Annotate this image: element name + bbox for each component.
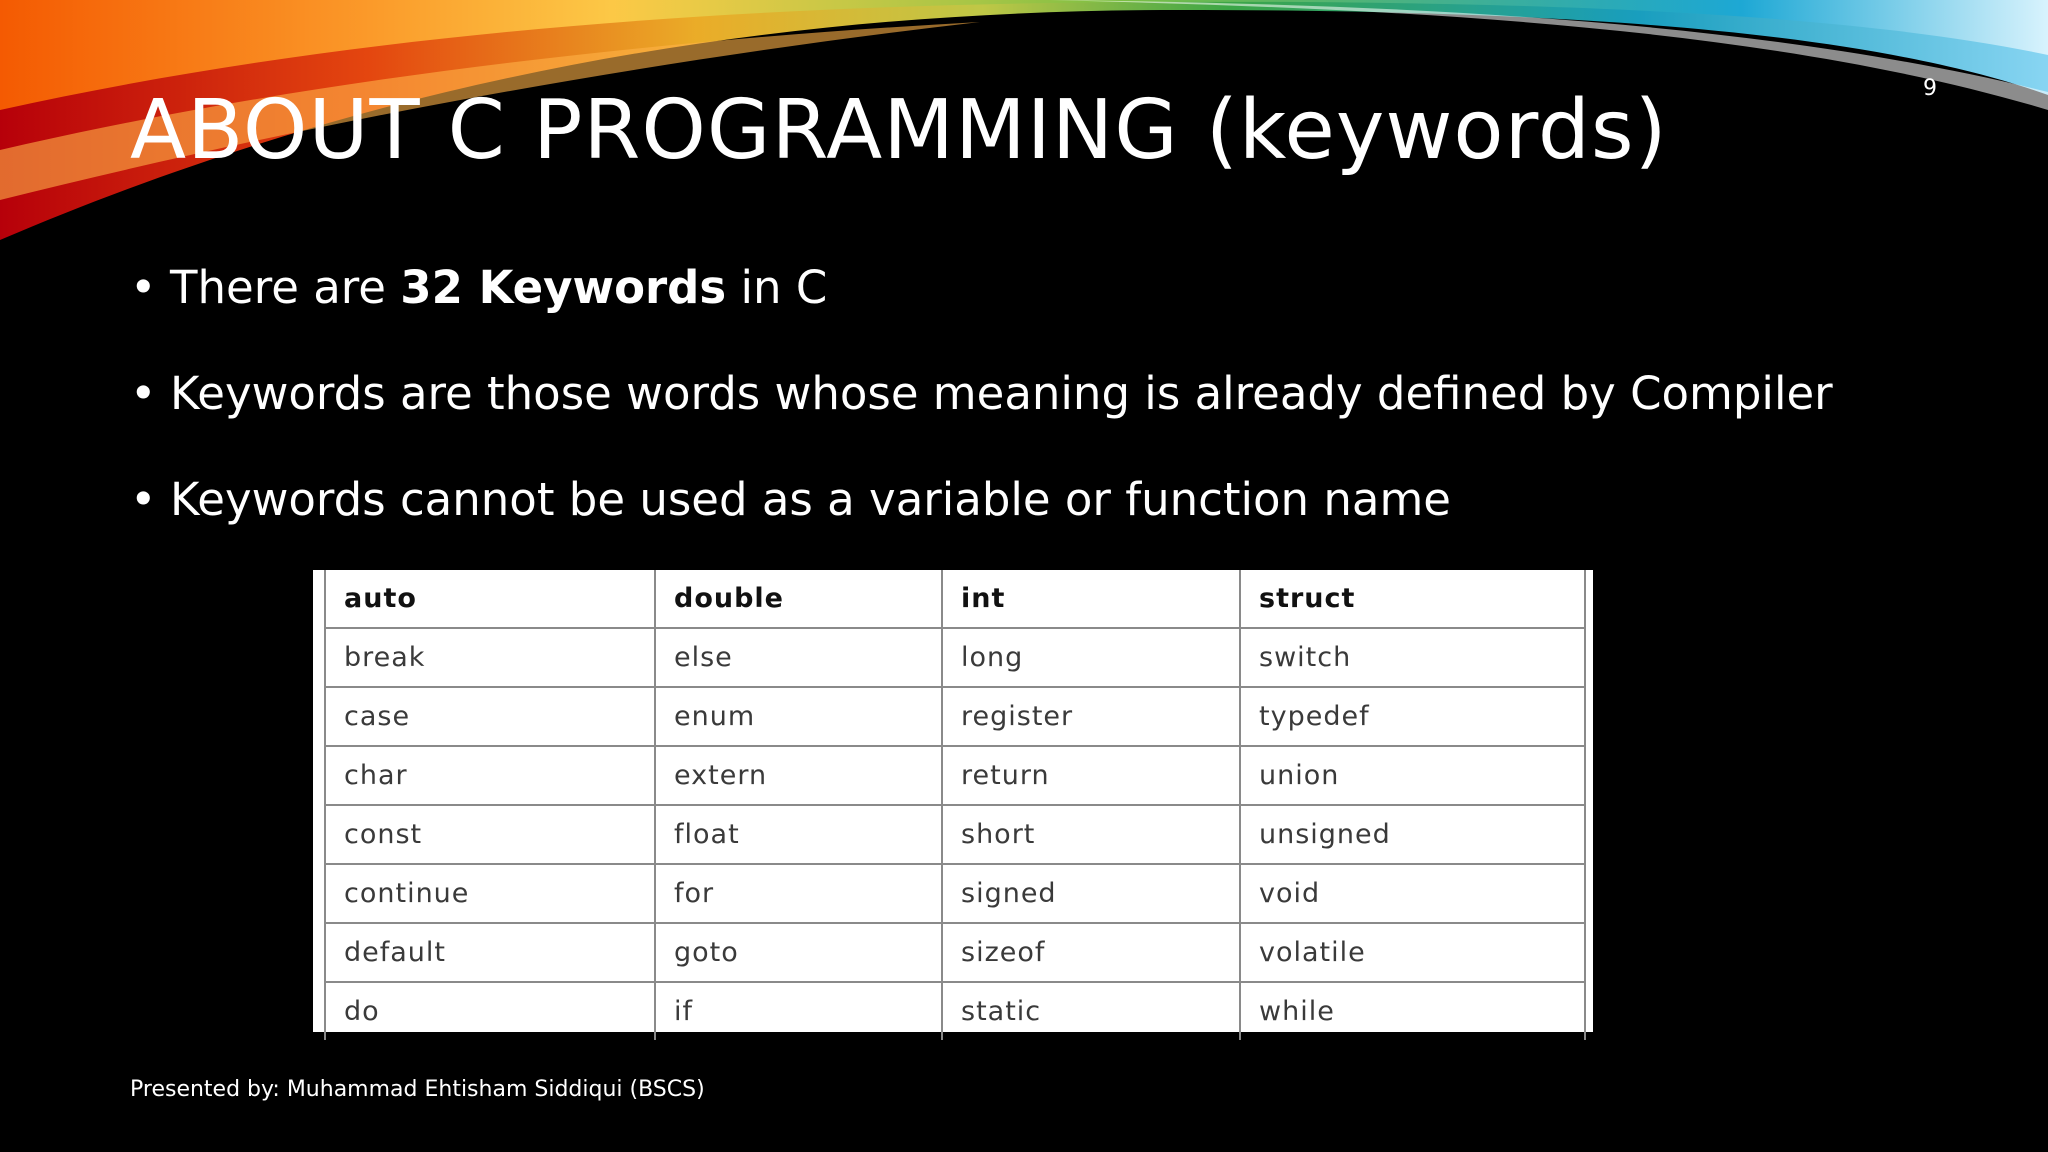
table-cell: void bbox=[1240, 864, 1585, 923]
table-cell: do bbox=[325, 982, 655, 1040]
table-row bbox=[325, 982, 1585, 1040]
table-row bbox=[325, 746, 1585, 805]
table-cell: case bbox=[325, 687, 655, 746]
table-row bbox=[325, 628, 1585, 687]
keyword-table bbox=[324, 570, 1586, 1040]
table-row bbox=[325, 864, 1585, 923]
table-cell: signed bbox=[942, 864, 1240, 923]
table-cell: break bbox=[325, 628, 655, 687]
table-header-cell: int bbox=[942, 570, 1240, 628]
table-header-cell: double bbox=[655, 570, 942, 628]
table-cell: float bbox=[655, 805, 942, 864]
presenter-footer: Presented by: Muhammad Ehtisham Siddiqui (BSCS) bbox=[130, 1077, 705, 1102]
table-cell: static bbox=[942, 982, 1240, 1040]
table-cell: short bbox=[942, 805, 1240, 864]
bullet-text-before: There are bbox=[170, 261, 401, 314]
table-cell: goto bbox=[655, 923, 942, 982]
bullet-list bbox=[130, 258, 1833, 530]
table-cell: union bbox=[1240, 746, 1585, 805]
table-cell: unsigned bbox=[1240, 805, 1585, 864]
table-cell: enum bbox=[655, 687, 942, 746]
bullet-text-after: in C bbox=[726, 261, 828, 314]
slide-title: ABOUT C PROGRAMMING (keywords) bbox=[130, 83, 1668, 178]
table-cell: extern bbox=[655, 746, 942, 805]
bullet-text-bold: 32 Keywords bbox=[400, 261, 727, 314]
table-cell: default bbox=[325, 923, 655, 982]
table-header-cell: struct bbox=[1240, 570, 1585, 628]
table-cell: for bbox=[655, 864, 942, 923]
table-header-row bbox=[325, 570, 1585, 628]
table-header-cell: auto bbox=[325, 570, 655, 628]
table-cell: typedef bbox=[1240, 687, 1585, 746]
table-cell: continue bbox=[325, 864, 655, 923]
table-cell: while bbox=[1240, 982, 1585, 1040]
table-cell: if bbox=[655, 982, 942, 1040]
slide-number: 9 bbox=[1923, 76, 1937, 101]
keyword-table-container bbox=[313, 570, 1593, 1032]
table-cell: return bbox=[942, 746, 1240, 805]
table-cell: char bbox=[325, 746, 655, 805]
table-cell: switch bbox=[1240, 628, 1585, 687]
table-row bbox=[325, 805, 1585, 864]
table-cell: const bbox=[325, 805, 655, 864]
table-cell: sizeof bbox=[942, 923, 1240, 982]
bullet-keyword-definition: • Keywords are those words whose meaning is already defined by Compiler bbox=[130, 364, 1833, 424]
table-cell: volatile bbox=[1240, 923, 1585, 982]
table-cell: long bbox=[942, 628, 1240, 687]
table-cell: else bbox=[655, 628, 942, 687]
table-row bbox=[325, 923, 1585, 982]
table-cell: register bbox=[942, 687, 1240, 746]
table-row bbox=[325, 687, 1585, 746]
bullet-keyword-restriction: • Keywords cannot be used as a variable or function name bbox=[130, 470, 1833, 530]
bullet-keyword-count bbox=[130, 258, 1833, 318]
